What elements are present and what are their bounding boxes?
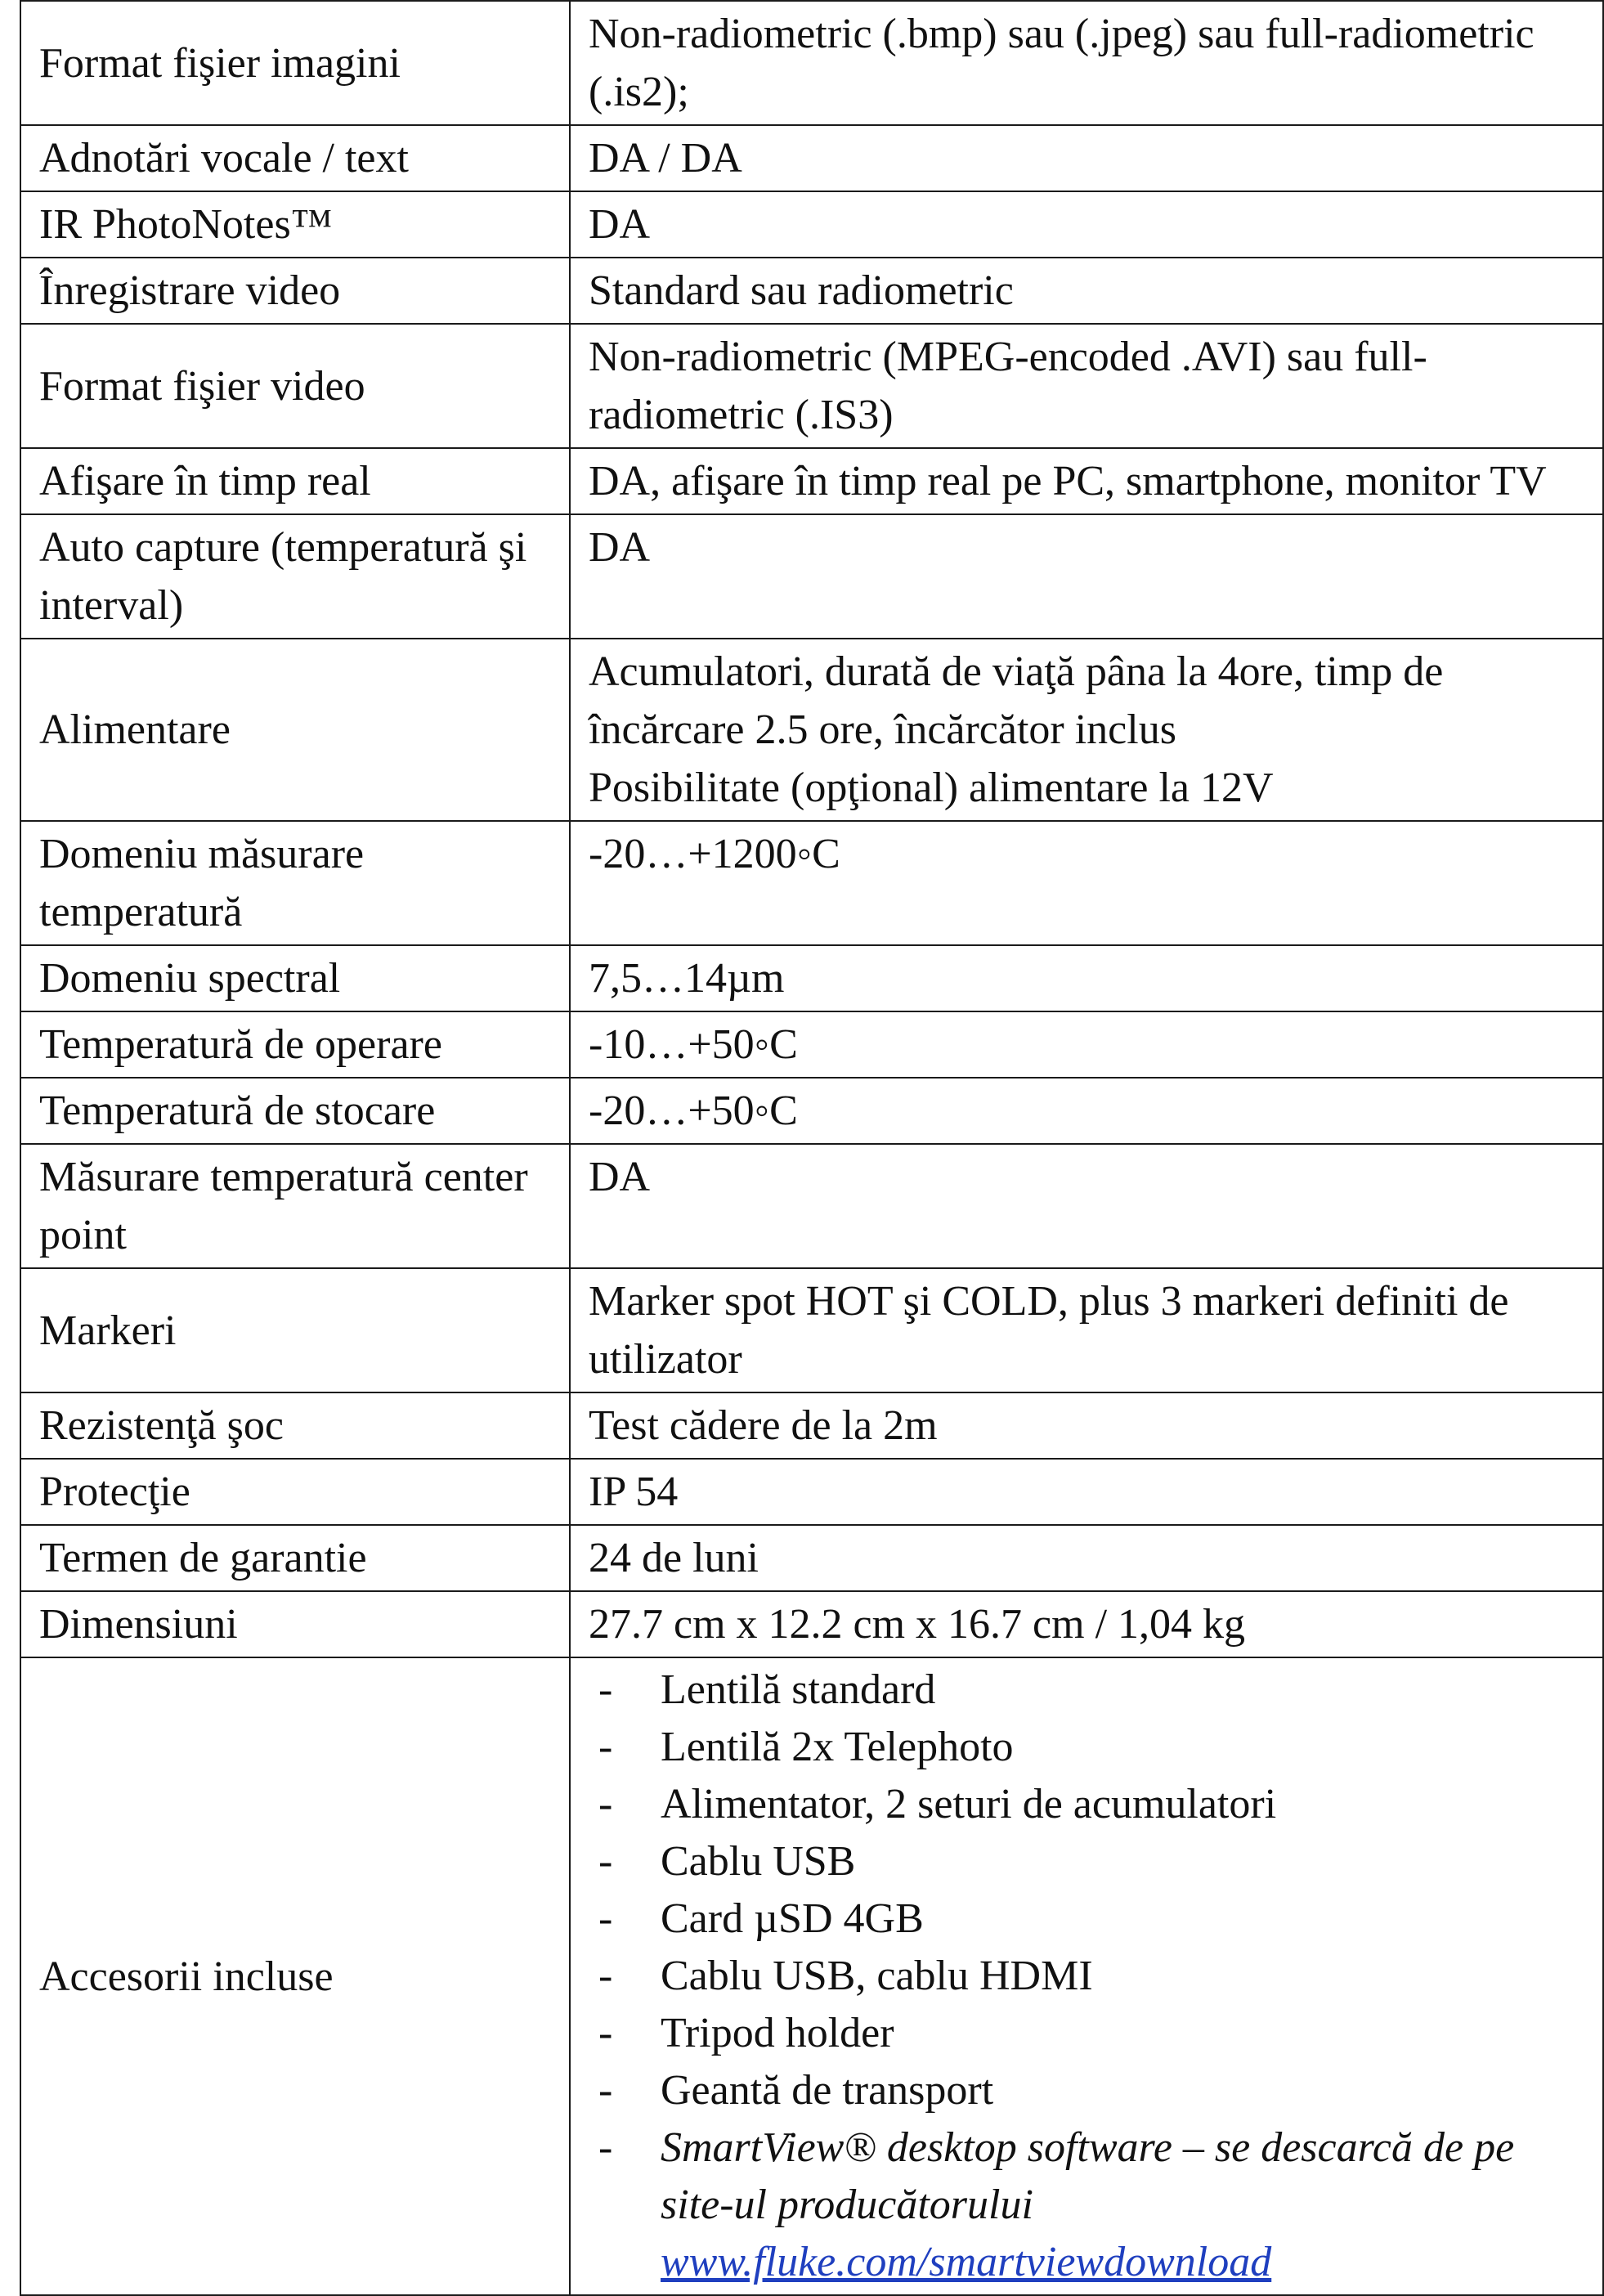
row-label: Protecţie	[20, 1459, 570, 1525]
table-row	[20, 1, 1603, 125]
bullet-dash: -	[598, 1895, 613, 1942]
software-text: SmartView® desktop software – se descarcă de pe site-ul producătorului	[661, 2124, 1515, 2228]
row-label: Înregistrare video	[20, 258, 570, 324]
list-item-text: Card µSD 4GB	[661, 1895, 924, 1942]
row-value: DA	[570, 191, 1603, 258]
row-value: DA / DA	[570, 125, 1603, 191]
list-item	[589, 2005, 1593, 2062]
software-download-link[interactable]: www.fluke.com/smartviewdownload	[661, 2239, 1272, 2285]
list-item-software	[589, 2119, 1593, 2291]
bullet-dash: -	[598, 1953, 613, 1999]
row-label: Rezistenţă şoc	[20, 1392, 570, 1459]
list-item	[589, 2062, 1593, 2119]
row-label: Markeri	[20, 1268, 570, 1392]
bullet-dash: -	[598, 1724, 613, 1770]
value-line: Acumulatori, durată de viaţă pâna la 4ore, timp de încărcare 2.5 ore, încărcător inclus	[589, 648, 1444, 753]
bullet-dash: -	[598, 1781, 613, 1827]
list-item	[589, 1661, 1593, 1719]
accessories-list-cell	[570, 1657, 1603, 2295]
row-value: Non-radiometric (.bmp) sau (.jpeg) sau full-radiometric (.is2);	[570, 1, 1603, 125]
row-value: -20…+50◦C	[570, 1078, 1603, 1144]
list-item-text: Tripod holder	[661, 2010, 894, 2056]
row-label: Auto capture (temperatură şi interval)	[20, 514, 570, 639]
row-value: DA	[570, 1144, 1603, 1268]
table-row	[20, 514, 1603, 639]
row-label: Termen de garantie	[20, 1525, 570, 1591]
bullet-dash: -	[598, 2124, 613, 2171]
table-row	[20, 448, 1603, 514]
table-row	[20, 1268, 1603, 1392]
table-row	[20, 258, 1603, 324]
list-item-text: Lentilă 2x Telephoto	[661, 1724, 1014, 1770]
table-row-accessories	[20, 1657, 1603, 2295]
value-line: Posibilitate (opţional) alimentare la 12V	[589, 765, 1274, 811]
row-label: Afişare în timp real	[20, 448, 570, 514]
bullet-dash: -	[598, 1666, 613, 1713]
row-label: Adnotări vocale / text	[20, 125, 570, 191]
table-row	[20, 125, 1603, 191]
list-item-text: Geantă de transport	[661, 2067, 994, 2114]
row-label: Dimensiuni	[20, 1591, 570, 1657]
table-row	[20, 821, 1603, 945]
row-label: Format fişier imagini	[20, 1, 570, 125]
table-row	[20, 324, 1603, 448]
row-label: Domeniu spectral	[20, 945, 570, 1011]
row-label: Măsurare temperatură center point	[20, 1144, 570, 1268]
row-value: DA, afişare în timp real pe PC, smartphone, monitor TV	[570, 448, 1603, 514]
table-row	[20, 1011, 1603, 1078]
row-label: Temperatură de stocare	[20, 1078, 570, 1144]
row-value: Standard sau radiometric	[570, 258, 1603, 324]
table-row	[20, 1078, 1603, 1144]
row-label: IR PhotoNotes™	[20, 191, 570, 258]
row-value: 24 de luni	[570, 1525, 1603, 1591]
row-value: -10…+50◦C	[570, 1011, 1603, 1078]
row-value: 7,5…14µm	[570, 945, 1603, 1011]
table-row	[20, 639, 1603, 821]
bullet-dash: -	[598, 2067, 613, 2114]
row-value: 27.7 cm x 12.2 cm x 16.7 cm / 1,04 kg	[570, 1591, 1603, 1657]
table-row	[20, 945, 1603, 1011]
row-label: Format fişier video	[20, 324, 570, 448]
bullet-dash: -	[598, 1838, 613, 1885]
list-item-text: Cablu USB	[661, 1838, 856, 1885]
row-value: IP 54	[570, 1459, 1603, 1525]
list-item	[589, 1833, 1593, 1890]
list-item	[589, 1890, 1593, 1948]
table-row	[20, 1459, 1603, 1525]
list-item	[589, 1948, 1593, 2005]
row-value: -20…+1200◦C	[570, 821, 1603, 945]
list-item	[589, 1776, 1593, 1833]
table-row	[20, 1591, 1603, 1657]
row-label: Domeniu măsurare temperatură	[20, 821, 570, 945]
accessories-list	[589, 1661, 1593, 2291]
list-item-text: Cablu USB, cablu HDMI	[661, 1953, 1093, 1999]
row-label: Alimentare	[20, 639, 570, 821]
table-row	[20, 191, 1603, 258]
row-label: Temperatură de operare	[20, 1011, 570, 1078]
row-value: DA	[570, 514, 1603, 639]
list-item-text: Alimentator, 2 seturi de acumulatori	[661, 1781, 1277, 1827]
row-value: Non-radiometric (MPEG-encoded .AVI) sau full-radiometric (.IS3)	[570, 324, 1603, 448]
bullet-dash: -	[598, 2010, 613, 2056]
table-row	[20, 1525, 1603, 1591]
row-value	[570, 639, 1603, 821]
specifications-table	[20, 0, 1604, 2296]
list-item-text: Lentilă standard	[661, 1666, 936, 1713]
row-value: Marker spot HOT şi COLD, plus 3 markeri definiti de utilizator	[570, 1268, 1603, 1392]
row-value: Test cădere de la 2m	[570, 1392, 1603, 1459]
list-item	[589, 1719, 1593, 1776]
table-row	[20, 1144, 1603, 1268]
row-label: Accesorii incluse	[20, 1657, 570, 2295]
table-row	[20, 1392, 1603, 1459]
